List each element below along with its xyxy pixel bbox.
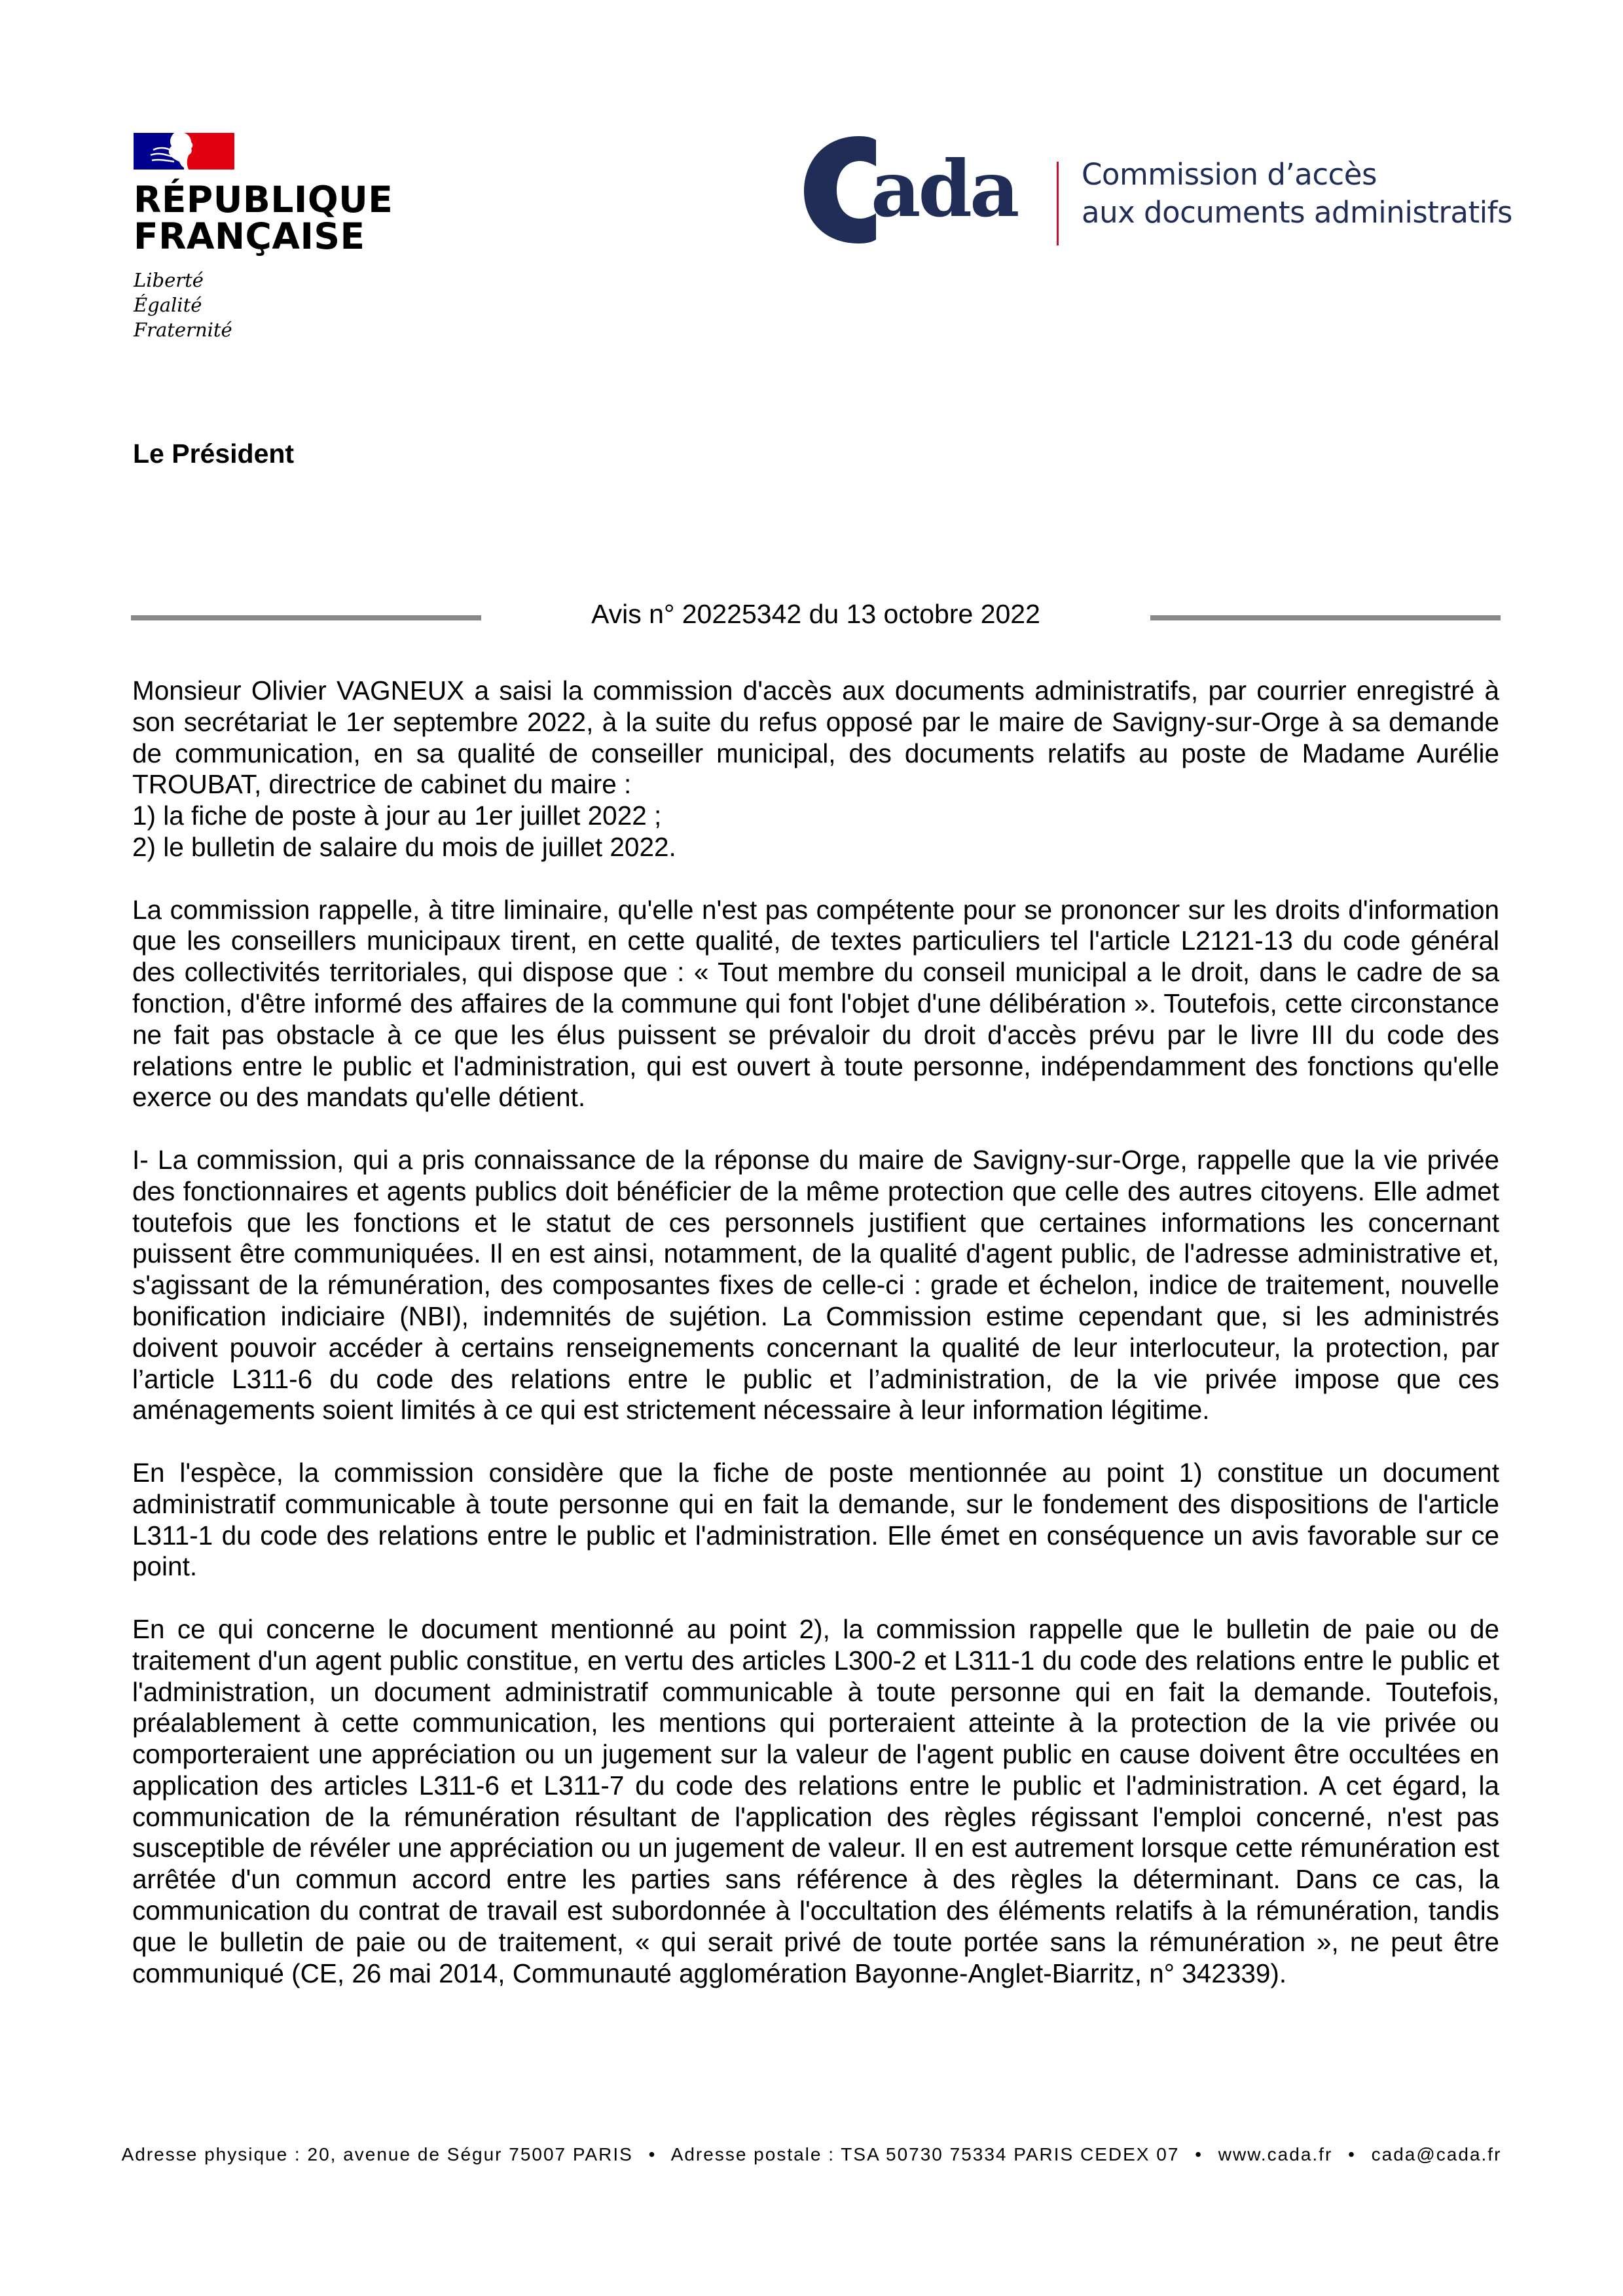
cada-full-name (1082, 156, 1512, 232)
motto-liberte: Liberté (134, 269, 204, 291)
marianne-profile-icon (134, 133, 234, 170)
cada-wordmark-icon (799, 131, 1041, 245)
motto-fraternite: Fraternité (134, 319, 232, 341)
avis-header (131, 599, 1501, 638)
footer-separator: • (648, 2144, 657, 2164)
paragraph-preliminary: La commission rappelle, à titre liminaire, qu'elle n'est pas compétente pour se prononcer sur les droits d'information que les conseillers municipaux tirent, en cette qualité, de textes particuliers tel l'article L2121-13 du code général des collectivités territoriales, qui dispose que : « Tout membre du conseil municipal a le droit, dans le cadre de sa fonction, d'être informé des affaires de la commune qui font l'objet d'une délibération ». Toutefois, cette circonstance ne fait pas obstacle à ce que les élus puissent se prévaloir du droit d'accès prévu par le livre III du code des relations entre le public et l'administration, qui est ouvert à toute personne, indépendamment des fonctions qu'elle exerce ou des mandats qu'elle détient. (132, 894, 1499, 1113)
signatory-heading: Le Président (133, 439, 295, 469)
requested-document-2: 2) le bulletin de salaire du mois de juillet 2022. (132, 831, 676, 862)
cada-name-line-1: Commission d’accès (1082, 157, 1377, 192)
paragraph-vie-privee: I- La commission, qui a pris connaissance de la réponse du maire de Savigny-sur-Orge, rappelle que la vie privée des fonctionnaires et agents publics doit bénéficier de la même protection que celle des autres citoyens. Elle admet toutefois que les fonctions et le statut de ces personnels justifient que certaines informations les concernant puissent être communiquées. Il en est ainsi, notamment, de la qualité d'agent public, de l'adresse administrative et, s'agissant de la rémunération, des composantes fixes de celle-ci : grade et échelon, indice de traitement, nouvelle bonification indiciaire (NBI), indemnités de sujétion. La Commission estime cependant que, si les administrés doivent pouvoir accéder à certains renseignements concernant la qualité de leur interlocuteur, la protection, par l’article L311-6 du code des relations entre le public et l’administration, de la vie privée impose que ces aménagements soient limités à ce qui est strictement nécessaire à leur information légitime. (132, 1144, 1499, 1426)
footer-address-postal: Adresse postale : TSA 50730 75334 PARIS CEDEX 07 (670, 2144, 1180, 2164)
republique-francaise-logo (134, 133, 393, 342)
title-line-1: RÉPUBLIQUE (134, 179, 393, 221)
footer-address-physical: Adresse physique : 20, avenue de Ségur 75007 PARIS (121, 2144, 633, 2164)
paragraph-fiche-de-poste: En l'espèce, la commission considère que la fiche de poste mentionnée au point 1) constitue un document administratif communicable à toute personne qui en fait la demande, sur le fondement des dispositions de l'article L311-1 du code des relations entre le public et l'administration. Elle émet en conséquence un avis favorable sur ce point. (132, 1457, 1499, 1582)
paragraph-saisine (132, 675, 1499, 863)
motto-egalite: Égalité (134, 294, 202, 316)
footer-website-link[interactable]: www.cada.fr (1218, 2144, 1333, 2164)
cada-name-line-2: aux documents administratifs (1082, 195, 1512, 230)
republique-motto (134, 268, 393, 342)
cada-logo (799, 131, 1512, 245)
avis-body (132, 675, 1499, 2020)
cada-wordmark-text: ada (871, 143, 1017, 234)
footer-separator: • (1348, 2144, 1356, 2164)
requested-document-1: 1) la fiche de poste à jour au 1er juillet 2022 ; (132, 800, 662, 831)
divider-right (1150, 615, 1501, 620)
footer-contact (0, 2144, 1623, 2165)
saisine-text: Monsieur Olivier VAGNEUX a saisi la commission d'accès aux documents administratifs, par courrier enregistré à son secrétariat le 1er septembre 2022, à la suite du refus opposé par le maire de Savigny-sur-Orge à sa demande de communication, en sa qualité de conseiller municipal, des documents relatifs au poste de Madame Aurélie TROUBAT, directrice de cabinet du maire : (132, 675, 1499, 800)
footer-separator: • (1195, 2144, 1203, 2164)
republique-francaise-title (134, 181, 393, 255)
paragraph-bulletin-de-paie: En ce qui concerne le document mentionné au point 2), la commission rappelle que le bulletin de paie ou de traitement d'un agent public constitue, en vertu des articles L300-2 et L311-1 du code des relations entre le public et l'administration, un document administratif communicable à toute personne qui en fait la demande. Toutefois, préalablement à cette communication, les mentions qui porteraient atteinte à la protection de la vie privée ou comporteraient une appréciation ou un jugement sur la valeur de l'agent public en cause doivent être occultées en application des articles L311-6 et L311-7 du code des relations entre le public et l'administration. A cet égard, la communication de la rémunération résultant de l'application des règles régissant l'emploi concerné, n'est pas susceptible de révéler une appréciation ou un jugement de valeur. Il en est autrement lorsque cette rémunération est arrêtée d'un commun accord entre les parties sans référence à des règles la déterminant. Dans ce cas, la communication du contrat de travail est subordonnée à l'occultation des éléments relatifs à la rémunération, tandis que le bulletin de paie ou de traitement, « qui serait privé de toute portée sans la rémunération », ne peut être communiqué (CE, 26 mai 2014, Communauté agglomération Bayonne-Anglet-Biarritz, n° 342339). (132, 1613, 1499, 1988)
title-line-2: FRANÇAISE (134, 215, 365, 257)
cada-separator (1057, 162, 1059, 245)
footer-email-link[interactable]: cada@cada.fr (1371, 2144, 1502, 2164)
marianne-flag-icon (134, 133, 234, 170)
avis-title: Avis n° 20225342 du 13 octobre 2022 (591, 599, 1040, 629)
